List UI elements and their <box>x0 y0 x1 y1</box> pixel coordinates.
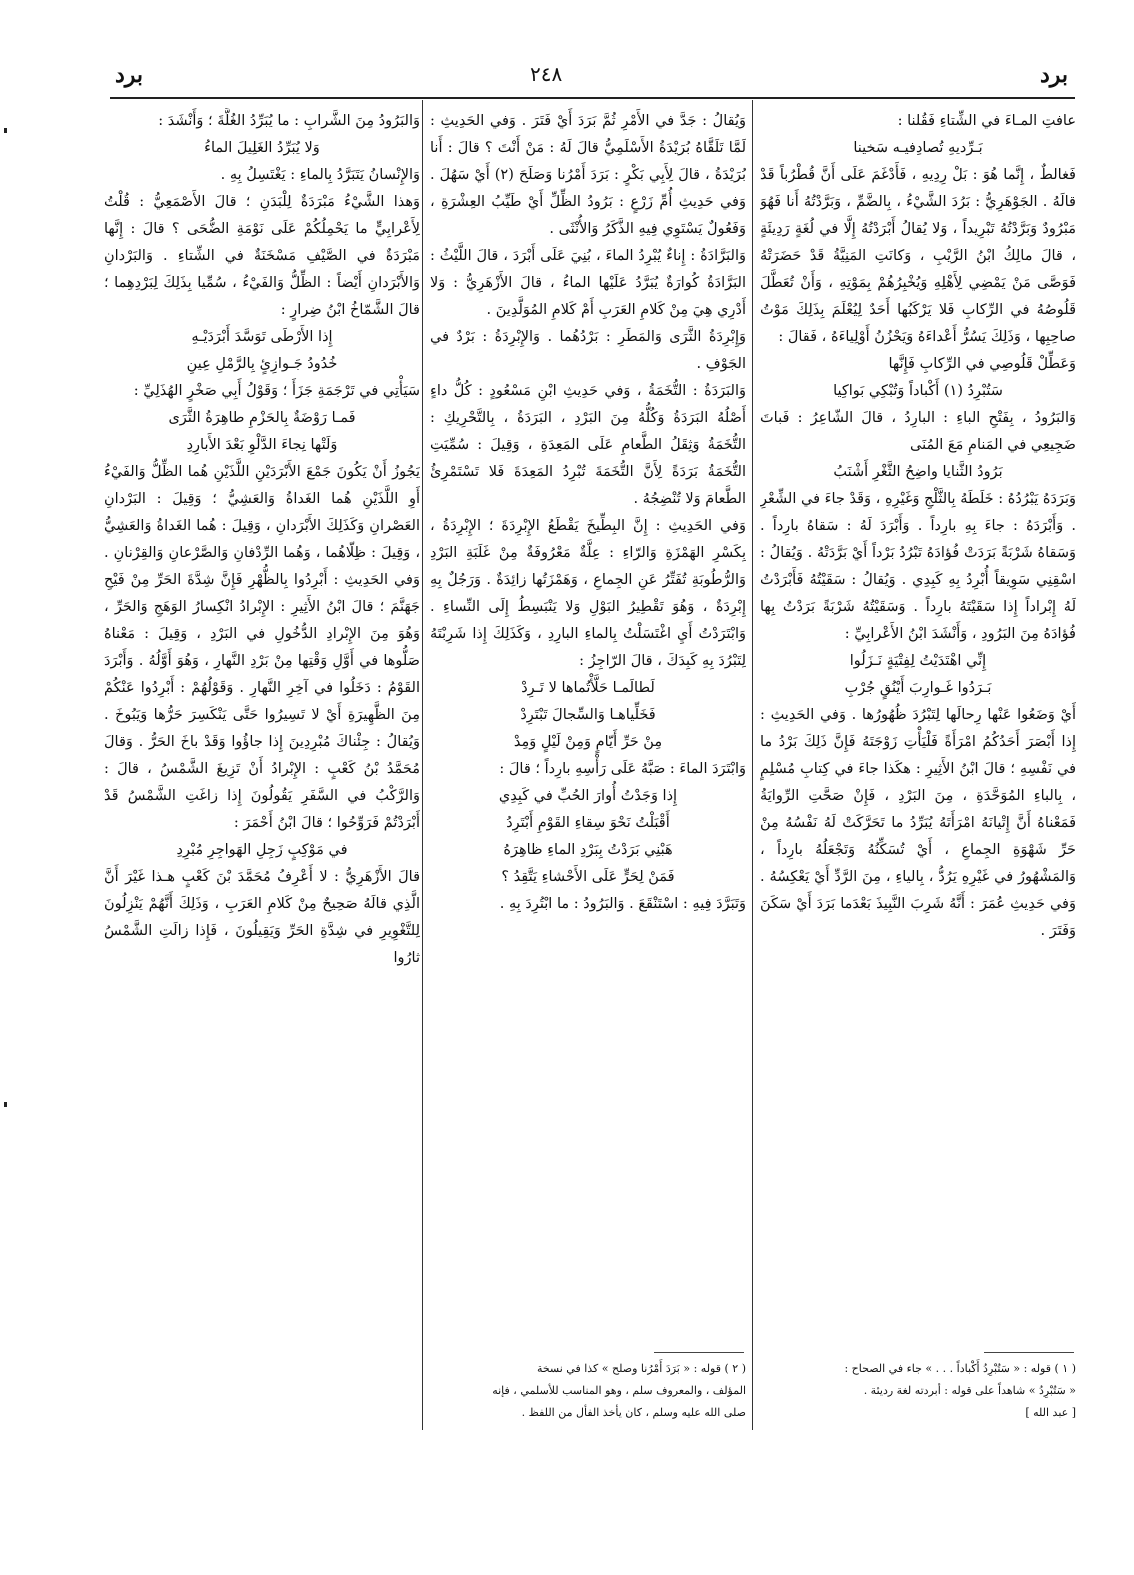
footnotes-right <box>760 1358 1076 1428</box>
header-rule <box>110 97 1075 99</box>
column-divider-right <box>752 100 753 1430</box>
scan-mark <box>4 128 7 133</box>
footnote-line: « سَتُبْرِدُ » شاهداً على قوله : أبردته لغة رديئة . <box>863 1384 1076 1397</box>
footnote-line: صلى الله عليه وسلم ، كان يأخذ الفأل من اللفظ . <box>521 1406 746 1419</box>
footnote-rule-middle <box>654 1352 744 1353</box>
verse-line: بَرُودُ الثَّنايا واضِحُ الثَّغْرِ أَشْنَبُ <box>833 464 1003 480</box>
verse-line: لَطالَمـا حَلَّأْتُماها لا تَـرِدْ <box>521 680 655 696</box>
footnotes-middle <box>430 1358 746 1428</box>
entry-paragraph: يَجُوزُ أَنْ يَكُونَ جَمْعَ الأَبْرَدَيْنِ اللَّذَيْنِ هُما الظِّلُّ وَالفَيْءُ أَوِ اللَّذَيْنِ هُما الغَداةُ وَالعَشِيُّ ؛ وَقِيلَ : البَرْدانِ العَصْرانِ وَكَذَلِكَ الأَبْرَدانِ ، وَقِيلَ : هُما الغَداةُ وَالعَشِيُّ ، وَقِيلَ : ظِلّاهُما ، وَهُما الرِّدْفانِ وَالصَّرْعانِ وَالقِرْنانِ . وَفي الحَدِيثِ : أَبْرِدُوا بِالظُّهْرِ فَإِنَّ شِدَّةَ الحَرِّ مِنْ فَيْحِ جَهَنَّمَ ؛ قالَ ابْنُ الأَثِيرِ : الإِبْرادُ انْكِسارُ الوَهَجِ وَالحَرِّ ، وَهُوَ مِنَ الإِبْرادِ الدُّخُولِ في البَرْدِ ، وَقِيلَ : مَعْناهُ صَلُّوها في أَوَّلِ وَقْتِها مِنْ بَرْدِ النَّهارِ ، وَهُوَ أَوَّلُهُ . وَأَبْرَدَ القَوْمُ : دَخَلُوا في آخِرِ النَّهارِ . وَقَوْلُهُمْ : أَبْرِدُوا عَنْكُمْ مِنَ الظَّهِيرَةِ أَيْ لا تَسِيرُوا حَتَّى يَنْكَسِرَ حَرُّها وَيَبُوخَ . وَيُقالُ : جِئْناكَ مُبْرِدِينَ إِذا جاؤُوا وَقَدْ باخَ الحَرُّ . وَقالَ مُحَمَّدُ بْنُ كَعْبٍ : الإِبْرادُ أَنْ تَزِيغَ الشَّمْسُ ، قالَ : وَالرَّكْبُ في السَّفَرِ يَقُولُونَ إِذا زاغَتِ الشَّمْسُ قَدْ أَبْرَدْتُمْ فَرَوِّحُوا ؛ قالَ ابْنُ أَحْمَرَ : <box>104 464 420 831</box>
footnote-rule-right <box>984 1352 1074 1353</box>
footnote-line: ( ٢ ) قوله : « بَرَدَ أَمْرُنا وصلح » كذا في نسخة <box>536 1362 746 1375</box>
verse-line: فَمـا رَوْضَةٌ بِالحَزْمِ طاهِرَةُ الثَّرَى <box>168 410 356 426</box>
entry-paragraph: سَيَأْتِي في تَرْجَمَةِ جَزَأَ ؛ وَقَوْلُ أَبِي صَخْرٍ الهُذَلِيِّ : <box>133 383 420 399</box>
entry-paragraph: فَغالطٌ ، إِنَّما هُوَ : بَلْ رِدِيهِ ، فَأَدْغَمَ عَلَى أَنَّ قُطْرُباً قَدْ قالَهُ . الجَوْهَرِيُّ : بَرُدَ الشَّيْءُ ، بِالضَّمِّ ، وَبَرَّدْتُهُ أَنا فَهُوَ مَبْرُودٌ وَبَرَّدْتُهُ تَبْرِيداً ، وَلا يُقالُ أَبْرَدْتُهُ إِلَّا في لُغَةٍ رَدِيئَةٍ ، قالَ مالِكُ ابْنُ الرَّيْبِ ، وَكانَتِ المَنِيَّةُ قَدْ حَضَرَتْهُ فَوَصَّى مَنْ يَمْضِي لِأَهْلِهِ وَيُخْبِرُهُمْ بِمَوْتِهِ ، وَأَنْ تُعَطَّلَ قَلُوصُهُ في الرِّكابِ فَلا يَرْكَبُها أَحَدٌ لِيُعْلَمَ بِذَلِكَ مَوْتُ صاحِبِها ، وَذَلِكَ يَسُرُّ أَعْداءَهُ وَيَحْزُنُ أَوْلِياءَهُ ، فَقالَ : <box>760 167 1076 345</box>
entry-paragraph: أَيْ وَضَعُوا عَنْها رِحالَها لِتَبْرُدَ ظُهُورُها . وَفي الحَدِيثِ : إِذا أَبْصَرَ أَحَدُكُمُ امْرَأَةً فَلْيَأْتِ زَوْجَتَهُ فَإِنَّ ذَلِكَ بَرْدُ ما في نَفْسِهِ ؛ قالَ ابْنُ الأَثِيرِ : هكَذا جاءَ في كِتابِ مُسْلِمٍ ، بِالباءِ المُوَحَّدَةِ ، مِنَ البَرْدِ ، فَإِنْ صَحَّتِ الرِّوايَةُ فَمَعْناهُ أَنَّ إِتْيانَهُ امْرَأَتَهُ يُبَرِّدُ ما تَحَرَّكَتْ لَهُ نَفْسُهُ مِنْ حَرِّ شَهْوَةِ الجِماعِ ، أَيْ تُسَكِّنُهُ وَتَجْعَلُهُ بارِداً ، وَالمَشْهُورُ في غَيْرِهِ يَرُدُّ ، بِالياءِ ، مِنَ الرَّدِّ أَيْ يَعْكِسُهُ . وَفي حَدِيثِ عُمَرَ : أَنَّهُ شَرِبَ النَّبِيذَ بَعْدَما بَرَدَ أَيْ سَكَنَ وَفَتَرَ . <box>760 707 1076 939</box>
entry-paragraph: وَبَرَدَهُ يَبْرُدُهُ : خَلَطَهُ بِالثَّلْجِ وَغَيْرِهِ ، وَقَدْ جاءَ في الشِّعْرِ . وَأَبْرَدَهُ : جاءَ بِهِ بارِداً . وَأَبْرَدَ لَهُ : سَقاهُ بارِداً . وَسَقاهُ شَرْبَةً بَرَدَتْ فُؤادَهُ تَبْرُدُ بَرْداً أَيْ بَرَّدَتْهُ . وَيُقالُ : اسْقِنِي سَوِيقاً أُبْرِدُ بِهِ كَبِدِي . وَيُقالُ : سَقَيْتُهُ فَأَبْرَدْتُ لَهُ إِبْراداً إِذا سَقَيْتَهُ بارِداً . وَسَقَيْتُهُ شَرْبَةً بَرَدْتُ بِها فُؤادَهُ مِنَ البَرُودِ ، وَأَنْشَدَ ابْنُ الأَعْرابِيِّ : <box>760 491 1076 642</box>
verse-line: هَبْنِي بَرَدْتُ بِبَرْدِ الماءِ ظاهِرَهُ <box>503 842 673 858</box>
entry-paragraph: وَالإِنْسانُ يَتَبَرَّدُ بِالماءِ : يَغْتَسِلُ بِهِ . <box>220 167 420 183</box>
verse-line: إِنِّي اهْتَدَيْتُ لِفِتْيَةٍ نَـزَلُوا <box>849 653 987 669</box>
column-middle <box>430 108 746 1338</box>
entry-paragraph: وَيُقالُ : جَدَّ في الأَمْرِ ثُمَّ بَرَدَ أَيْ فَتَرَ . وَفي الحَدِيثِ : لَمَّا تَلَقَّاهُ بُرَيْدَةُ الأَسْلَمِيُّ قالَ لَهُ : مَنْ أَنْتَ ؟ قالَ : أَنا بُرَيْدَةُ ، قالَ لِأَبِي بَكْرٍ : بَرَدَ أَمْرُنا وَصَلَحَ (٢) أَيْ سَهُلَ . وَفي حَدِيثِ أُمِّ زَرْعٍ : بَرُودُ الظِّلِّ أَيْ طَيِّبُ العِشْرَةِ ، وَفَعُولٌ يَسْتَوِي فِيهِ الذَّكَرُ وَالأُنْثَى . <box>430 113 746 237</box>
entry-paragraph: وَالبَرَّادَةُ : إِناءٌ يُبْرِدُ الماءَ ، بُنِيَ عَلَى أَبْرَدَ ، قالَ اللَّيْثُ : البَرَّادَةُ كُوارَةٌ يُبَرَّدُ عَلَيْها الماءُ ، قالَ الأَزْهَرِيُّ : وَلا أَدْرِي هِيَ مِنْ كَلامِ العَرَبِ أَمْ كَلامِ المُوَلَّدِينَ . <box>430 248 746 318</box>
verse-line: خُدُودُ جَـوازِئٍ بِالرَّمْلِ عِينِ <box>186 356 338 372</box>
scan-mark <box>4 1102 7 1107</box>
column-divider-left <box>422 100 423 1430</box>
verse-line: إِذا الأَرْطَى تَوَسَّدَ أَبْرَدَيْـهِ <box>191 329 333 345</box>
verse-line: أَقْبَلْتُ نَحْوَ سِقاءِ القَوْمِ أَبْتَرِدُ <box>506 815 670 831</box>
verse-line: وَلَتْها نِجاءَ الدَّلْوِ بَعْدَ الأَبارِدِ <box>186 437 338 453</box>
verse-line: إِذا وَجَدْتُ أُوارَ الحُبِّ في كَبِدِي <box>498 788 678 804</box>
footnote-line: ( ١ ) قوله : « سَتُبْرِدُ أَكْباداً . . . » جاء في الصحاح : <box>844 1362 1076 1375</box>
verse-line: بَـرَدُوا غَـوارِبَ أَيْنُقٍ جُرْبِ <box>844 680 992 696</box>
footnote-line: [ عبد الله ] <box>1025 1406 1076 1419</box>
entry-paragraph: وَابْتَرَدَ الماءَ : صَبَّهُ عَلَى رَأْسِهِ بارِداً ؛ قالَ : <box>499 761 746 777</box>
entry-paragraph: عافتِ المـاءَ في الشِّتاءِ فَقُلنا : <box>897 113 1076 129</box>
header-word-right: برد <box>1040 62 1069 88</box>
entry-paragraph: وَتَبَرَّدَ فِيهِ : اسْتَنْقَعَ . وَالبَرُودُ : ما ابْتُرِدَ بِهِ . <box>499 896 746 912</box>
header-word-left: برد <box>115 62 144 88</box>
verse-line: في مَوْكِبٍ زَجِلِ الهَواجِرِ مُبْرِدِ <box>176 842 348 858</box>
entry-paragraph: قالَ الأَزْهَرِيُّ : لا أَعْرِفُ مُحَمَّدَ بْنَ كَعْبٍ هـذا غَيْرَ أَنَّ الَّذِي قالَهُ صَحِيحٌ مِنْ كَلامِ العَرَبِ ، وَذَلِكَ أَنَّهُمْ يَنْزِلُونَ لِلتَّغْوِيرِ في شِدَّةِ الحَرِّ وَيَقِيلُونَ ، فَإِذا زالَتِ الشَّمْسُ ثارُوا <box>104 869 420 966</box>
entry-paragraph: وَعَطِّلْ قَلُوصِي في الرِّكابِ فَإِنَّها <box>888 356 1076 372</box>
verse-line: فَخَلِّياهـا وَالسِّجالَ تَبْتَرِدْ <box>520 707 656 723</box>
entry-paragraph: وَإِبْرِدَةُ الثَّرَى وَالمَطَرِ : بَرْدُهُما . وَالإِبْرِدَةُ : بَرْدٌ في الجَوْفِ . <box>430 329 746 372</box>
column-left <box>104 108 420 1423</box>
verse-line: مِنْ حَرِّ أَيّامٍ وَمِنْ لَيْلٍ وَمِدْ <box>513 734 663 750</box>
verse-line: سَتُبْرِدُ (١) أَكْباداً وَتُبْكِي بَواكِيا <box>833 383 1003 399</box>
entry-paragraph: وَفي الحَدِيثِ : إِنَّ البِطِّيخَ يَقْطَعُ الإِبْرِدَةَ ؛ الإِبْرِدَةُ ، بِكَسْرِ الهَمْزَةِ وَالرّاءِ : عِلَّةٌ مَعْرُوفَةٌ مِنْ غَلَبَةِ البَرْدِ وَالرُّطُوبَةِ تُفَتِّرُ عَنِ الجِماعِ ، وَهَمْزَتُها زائِدَةٌ . وَرَجُلٌ بِهِ إِبْرِدَةٌ ، وَهُوَ تَقْطِيرُ البَوْلِ وَلا يَنْبَسِطُ إِلَى النِّساءِ . وَابْتَرَدْتُ أَيِ اغْتَسَلْتُ بِالماءِ البارِدِ ، وَكَذَلِكَ إِذا شَرِبْتَهُ لِتَبْرُدَ بِهِ كَبِدَكَ ، قالَ الرّاجِزُ : <box>430 518 746 669</box>
entry-paragraph: وَالبَرَدَةُ : التُّخَمَةُ ، وَفي حَدِيثِ ابْنِ مَسْعُودٍ : كُلُّ داءٍ أَصْلُهُ البَرَدَةُ وَكُلُّهُ مِنَ البَرْدِ ، البَرَدَةُ ، بِالتَّحْرِيكِ : التُّخَمَةُ وَثِقَلُ الطَّعامِ عَلَى المَعِدَةِ ، وَقِيلَ : سُمِّيَتِ التُّخَمَةُ بَرَدَةً لِأَنَّ التُّخَمَةَ تُبْرِدُ المَعِدَةَ فَلا تَسْتَمْرِئُ الطَّعامَ وَلا تُنْضِجُهُ . <box>430 383 746 507</box>
entry-paragraph: وَالبَرُودُ ، بِفَتْحِ الباءِ : البارِدُ ، قالَ الشّاعِرُ : فَباتَ ضَجِيعِي في المَنامِ مَعَ المُنَى <box>760 410 1076 453</box>
column-right <box>760 108 1076 1338</box>
entry-paragraph: وَهذا الشَّيْءُ مَبْرَدَةٌ لِلْبَدَنِ ؛ قالَ الأَصْمَعِيُّ : قُلْتُ لِأَعْرابِيٍّ ما يَحْمِلُكُمْ عَلَى نَوْمَةِ الضُّحَى ؟ قالَ : إِنَّها مَبْرَدَةٌ في الصَّيْفِ مَسْخَنَةٌ في الشِّتاءِ . وَالبَرْدانِ وَالأَبْرَدانِ أَيْضاً : الظِّلُّ وَالفَيْءُ ، سُمِّيا بِذَلِكَ لِبَرْدِهِما ؛ قالَ الشَّمّاخُ ابْنُ ضِرارٍ : <box>104 194 420 318</box>
footnote-line: المؤلف ، والمعروف سلم ، وهو المناسب للأسلمي ، فإنه <box>492 1384 746 1397</box>
verse-line: فَمَنْ لِحَرٍّ عَلَى الأَحْشاءِ يَتَّقِدُ ؟ <box>501 869 675 885</box>
verse-line: وَلا يُبَرِّدُ الغَلِيلَ الماءُ <box>204 140 320 156</box>
page-number: ٢٤٨ <box>530 62 563 86</box>
entry-paragraph: وَالبَرُودُ مِنَ الشَّرابِ : ما يُبَرِّدُ الغُلَّةَ ؛ وَأَنْشَدَ : <box>158 113 420 129</box>
verse-line: بَـرِّديهِ تُصادِفيـه سَخينا <box>853 140 983 156</box>
